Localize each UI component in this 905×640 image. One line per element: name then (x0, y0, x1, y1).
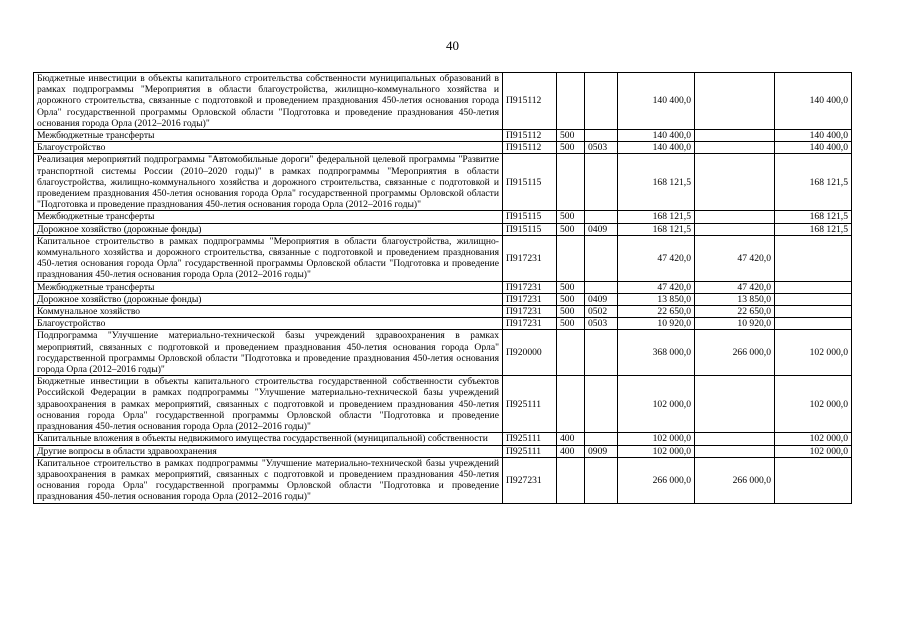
row-amount-2 (695, 433, 775, 445)
row-section-code (585, 330, 618, 376)
row-name: Реализация мероприятий подпрограммы "Автомобильные дороги" федеральной целевой программы "Развитие транспортной системы России (2010–2020 годы)" в рамках подпрограммы "Мероприятия в области благоустройства, жилищно-коммунального хозяйства и дорожного строительства, связанные с подготовкой и проведением празднования 450-летия основания города Орла" государственной программы Орловской области "Подготовка и проведение празднования 450-летия основания города Орла (2012–2016 годы)" (34, 154, 503, 211)
row-total-amount: 368 000,0 (618, 330, 695, 376)
row-expense-type: 500 (557, 211, 585, 223)
row-amount-3: 102 000,0 (775, 445, 852, 457)
row-target-code: П927231 (503, 457, 557, 503)
row-expense-type (557, 376, 585, 433)
row-name: Бюджетные инвестиции в объекты капитального строительства государственной собственности субъектов Российской Федерации в рамках подпрограммы "Улучшение материально-технической базы учреждений здравоохранения в рамках мероприятий, связанных с подготовкой и проведением празднования 450-летия основания города Орла" государственной программы Орловской области "Подготовка и проведение празднования 450-летия основания города Орла (2012–2016 годы)" (34, 376, 503, 433)
row-expense-type: 400 (557, 433, 585, 445)
row-total-amount: 168 121,5 (618, 211, 695, 223)
row-name: Дорожное хозяйство (дорожные фонды) (34, 223, 503, 235)
row-total-amount: 47 420,0 (618, 281, 695, 293)
row-name: Межбюджетные трансферты (34, 211, 503, 223)
table-row (34, 293, 852, 305)
row-section-code (585, 211, 618, 223)
row-amount-3: 102 000,0 (775, 330, 852, 376)
row-name: Коммунальное хозяйство (34, 306, 503, 318)
row-name: Межбюджетные трансферты (34, 130, 503, 142)
row-amount-2 (695, 376, 775, 433)
table-row (34, 318, 852, 330)
row-amount-2: 47 420,0 (695, 281, 775, 293)
row-amount-2 (695, 73, 775, 130)
row-section-code: 0503 (585, 142, 618, 154)
row-expense-type (557, 235, 585, 281)
row-expense-type: 500 (557, 318, 585, 330)
row-amount-3: 168 121,5 (775, 154, 852, 211)
row-amount-3: 140 400,0 (775, 73, 852, 130)
table-row (34, 433, 852, 445)
row-amount-2 (695, 445, 775, 457)
row-target-code: П915115 (503, 223, 557, 235)
budget-table (33, 72, 852, 504)
row-name: Благоустройство (34, 142, 503, 154)
table-row (34, 445, 852, 457)
row-name: Капитальные вложения в объекты недвижимого имущества государственной (муниципальной) собственности (34, 433, 503, 445)
row-target-code: П915112 (503, 142, 557, 154)
row-amount-3 (775, 306, 852, 318)
row-total-amount: 102 000,0 (618, 376, 695, 433)
row-expense-type (557, 154, 585, 211)
row-amount-3: 168 121,5 (775, 211, 852, 223)
row-section-code (585, 235, 618, 281)
table-row (34, 154, 852, 211)
row-total-amount: 266 000,0 (618, 457, 695, 503)
row-section-code (585, 154, 618, 211)
row-expense-type (557, 457, 585, 503)
row-amount-2 (695, 142, 775, 154)
row-amount-2 (695, 130, 775, 142)
row-target-code: П925111 (503, 433, 557, 445)
row-total-amount: 13 850,0 (618, 293, 695, 305)
table-row (34, 376, 852, 433)
row-target-code: П917231 (503, 318, 557, 330)
row-total-amount: 22 650,0 (618, 306, 695, 318)
row-amount-2: 47 420,0 (695, 235, 775, 281)
row-amount-2: 22 650,0 (695, 306, 775, 318)
row-expense-type: 500 (557, 130, 585, 142)
row-name: Подпрограмма "Улучшение материально-технической базы учреждений здравоохранения в рамках мероприятий, связанных с подготовкой и проведением празднования 450-летия основания города Орла" государственной программы Орловской области "Подготовка и проведение празднования 450-летия основания города Орла (2012–2016 годы)" (34, 330, 503, 376)
row-total-amount: 168 121,5 (618, 154, 695, 211)
table-row (34, 73, 852, 130)
row-name: Благоустройство (34, 318, 503, 330)
row-section-code (585, 376, 618, 433)
table-row (34, 306, 852, 318)
row-amount-3 (775, 318, 852, 330)
table-row (34, 235, 852, 281)
row-amount-3 (775, 293, 852, 305)
row-section-code: 0503 (585, 318, 618, 330)
row-expense-type: 500 (557, 281, 585, 293)
row-target-code: П917231 (503, 235, 557, 281)
row-expense-type: 400 (557, 445, 585, 457)
row-amount-3: 102 000,0 (775, 433, 852, 445)
row-total-amount: 102 000,0 (618, 433, 695, 445)
row-section-code: 0909 (585, 445, 618, 457)
row-target-code: П917231 (503, 306, 557, 318)
row-amount-3 (775, 235, 852, 281)
row-amount-3: 168 121,5 (775, 223, 852, 235)
row-name: Капитальное строительство в рамках подпрограммы "Мероприятия в области благоустройства, жилищно-коммунального хозяйства и дорожного строительства, связанные с подготовкой и проведением празднования 450-летия основания города Орла" государственной программы Орловской области "Подготовка и проведение празднования 450-летия основания города Орла (2012–2016 годы)" (34, 235, 503, 281)
row-amount-3: 102 000,0 (775, 376, 852, 433)
row-total-amount: 102 000,0 (618, 445, 695, 457)
row-amount-2: 13 850,0 (695, 293, 775, 305)
row-target-code: П917231 (503, 293, 557, 305)
row-expense-type (557, 73, 585, 130)
table-row (34, 223, 852, 235)
row-expense-type: 500 (557, 293, 585, 305)
row-section-code: 0502 (585, 306, 618, 318)
row-section-code (585, 281, 618, 293)
row-target-code: П920000 (503, 330, 557, 376)
row-amount-2 (695, 223, 775, 235)
row-expense-type: 500 (557, 223, 585, 235)
row-section-code (585, 433, 618, 445)
row-target-code: П925111 (503, 445, 557, 457)
row-name: Другие вопросы в области здравоохранения (34, 445, 503, 457)
row-section-code (585, 73, 618, 130)
row-section-code (585, 130, 618, 142)
row-total-amount: 140 400,0 (618, 130, 695, 142)
row-section-code (585, 457, 618, 503)
row-total-amount: 47 420,0 (618, 235, 695, 281)
row-expense-type (557, 330, 585, 376)
table-row (34, 130, 852, 142)
row-name: Дорожное хозяйство (дорожные фонды) (34, 293, 503, 305)
row-section-code: 0409 (585, 223, 618, 235)
row-amount-3 (775, 457, 852, 503)
row-target-code: П915112 (503, 73, 557, 130)
row-amount-3: 140 400,0 (775, 130, 852, 142)
row-amount-2 (695, 211, 775, 223)
table-row (34, 281, 852, 293)
row-name: Капитальное строительство в рамках подпрограммы "Улучшение материально-технической базы учреждений здравоохранения в рамках мероприятий, связанных с подготовкой и проведением празднования 450-летия основания города Орла" государственной программы Орловской области "Подготовка и проведение празднования 450-летия основания города Орла (2012–2016 годы)" (34, 457, 503, 503)
row-amount-2: 266 000,0 (695, 457, 775, 503)
row-total-amount: 168 121,5 (618, 223, 695, 235)
row-total-amount: 140 400,0 (618, 142, 695, 154)
row-amount-3: 140 400,0 (775, 142, 852, 154)
row-amount-3 (775, 281, 852, 293)
row-target-code: П925111 (503, 376, 557, 433)
table-row (34, 457, 852, 503)
row-name: Бюджетные инвестиции в объекты капитального строительства собственности муниципальных образований в рамках подпрограммы "Мероприятия в области благоустройства, жилищно-коммунального хозяйства и дорожного строительства, связанные с подготовкой и проведением празднования 450-летия основания города Орла" государственной программы Орловской области "Подготовка и проведение празднования 450-летия основания города Орла (2012–2016 годы)" (34, 73, 503, 130)
row-section-code: 0409 (585, 293, 618, 305)
row-amount-2 (695, 154, 775, 211)
row-target-code: П915115 (503, 154, 557, 211)
table-row (34, 211, 852, 223)
row-amount-2: 10 920,0 (695, 318, 775, 330)
row-expense-type: 500 (557, 142, 585, 154)
row-total-amount: 10 920,0 (618, 318, 695, 330)
row-target-code: П917231 (503, 281, 557, 293)
row-amount-2: 266 000,0 (695, 330, 775, 376)
table-row (34, 142, 852, 154)
row-target-code: П915112 (503, 130, 557, 142)
page-number: 40 (446, 38, 459, 53)
table-row (34, 330, 852, 376)
row-name: Межбюджетные трансферты (34, 281, 503, 293)
row-total-amount: 140 400,0 (618, 73, 695, 130)
row-expense-type: 500 (557, 306, 585, 318)
row-target-code: П915115 (503, 211, 557, 223)
